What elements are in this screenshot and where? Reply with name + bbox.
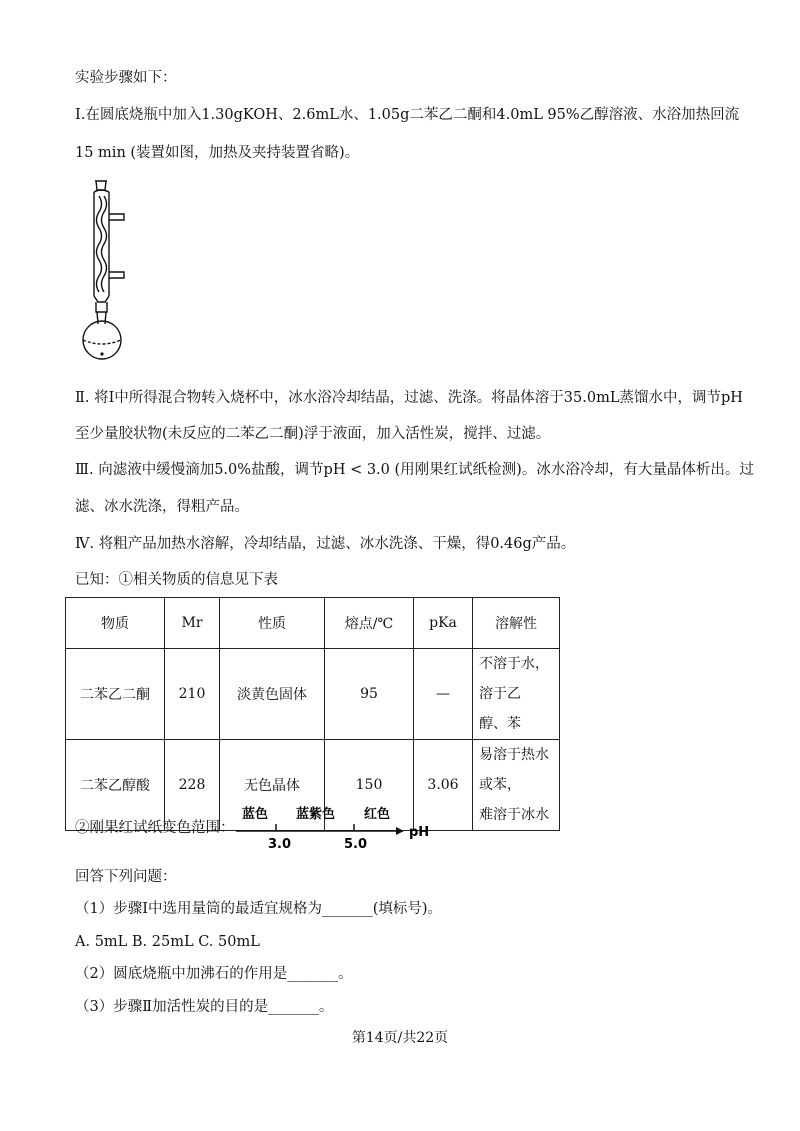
cell-mr: 228 — [165, 740, 220, 831]
heading: 实验步骤如下： — [75, 70, 177, 86]
step3-line1: Ⅲ. 向滤液中缓慢滴加5.0%盐酸，调节pH < 3.0 (用刚果红试纸检测)。冰水浴冷却，有大量晶体析出。过 — [75, 462, 754, 478]
solubility-line2: 难溶于冰水 — [479, 807, 549, 823]
color-blue-purple: 蓝紫色 — [296, 807, 336, 822]
question-1: （1）步骤Ⅰ中选用量筒的最适宜规格为_______(填标号)。 — [75, 901, 443, 917]
ph-axis-arrow — [396, 827, 404, 835]
step3-line2: 滤、冰水洗涤，得粗产品。 — [75, 499, 249, 515]
cell-property: 淡黄色固体 — [220, 649, 325, 740]
header-mr: Mr — [165, 598, 220, 649]
tick-label-5: 5.0 — [344, 837, 368, 852]
step2-line2: 至少量胶状物(未反应的二苯乙二酮)浮于液面，加入活性炭，搅拌、过滤。 — [75, 426, 551, 442]
question-3: （3）步骤Ⅱ加活性炭的目的是_______。 — [75, 999, 334, 1015]
color-red: 红色 — [364, 807, 391, 822]
litmus-label: ②刚果红试纸变色范围： — [75, 820, 235, 836]
tick-label-3: 3.0 — [268, 837, 292, 852]
ph-label: pH — [409, 825, 430, 840]
step1-line1: Ⅰ.在圆底烧瓶中加入1.30gKOH、2.6mL水、1.05g二苯乙二酮和4.0mL 95%乙醇溶液、水浴加热回流 — [75, 107, 740, 123]
table-header-row — [66, 598, 560, 649]
color-blue: 蓝色 — [242, 807, 269, 822]
cell-property: 无色晶体 — [220, 740, 325, 831]
answer-intro: 回答下列问题： — [75, 869, 177, 885]
header-substance: 物质 — [66, 598, 165, 649]
cell-pka: 3.06 — [414, 740, 473, 831]
question-1-options: A. 5mL B. 25mL C. 50mL — [75, 934, 260, 950]
cell-pka: — — [414, 649, 473, 740]
cell-mp: 95 — [325, 649, 414, 740]
header-property: 性质 — [220, 598, 325, 649]
question-2: （2）圆底烧瓶中加沸石的作用是_______。 — [75, 966, 353, 982]
cell-name: 二苯乙醇酸 — [66, 740, 165, 831]
cell-name: 二苯乙二酮 — [66, 649, 165, 740]
table-row — [66, 649, 560, 740]
solubility-line2: 醇、苯 — [479, 716, 521, 732]
header-solubility: 溶解性 — [473, 598, 560, 649]
cell-mp: 150 — [325, 740, 414, 831]
cell-mr: 210 — [165, 649, 220, 740]
page-footer: 第14页/共22页 — [351, 1030, 449, 1046]
step4: Ⅳ. 将粗产品加热水溶解，冷却结晶，过滤、冰水洗涤、干燥，得0.46g产品。 — [75, 536, 576, 552]
known-intro: 已知：①相关物质的信息见下表 — [75, 572, 278, 588]
header-melting-point: 熔点/℃ — [325, 598, 414, 649]
cell-solubility — [473, 740, 560, 831]
header-pka: pKa — [414, 598, 473, 649]
litmus-scale — [236, 804, 456, 854]
reflux-apparatus-figure — [80, 178, 140, 363]
cell-solubility — [473, 649, 560, 740]
properties-table — [65, 597, 560, 831]
solubility-line1: 易溶于热水或苯， — [479, 747, 549, 793]
solubility-line1: 不溶于水，溶于乙 — [479, 656, 549, 702]
step1-line2: 15 min (装置如图，加热及夹持装置省略)。 — [75, 145, 360, 161]
step2-line1: Ⅱ. 将Ⅰ中所得混合物转入烧杯中，冰水浴冷却结晶，过滤、洗涤。将晶体溶于35.0mL蒸馏水中，调节pH — [75, 390, 743, 406]
